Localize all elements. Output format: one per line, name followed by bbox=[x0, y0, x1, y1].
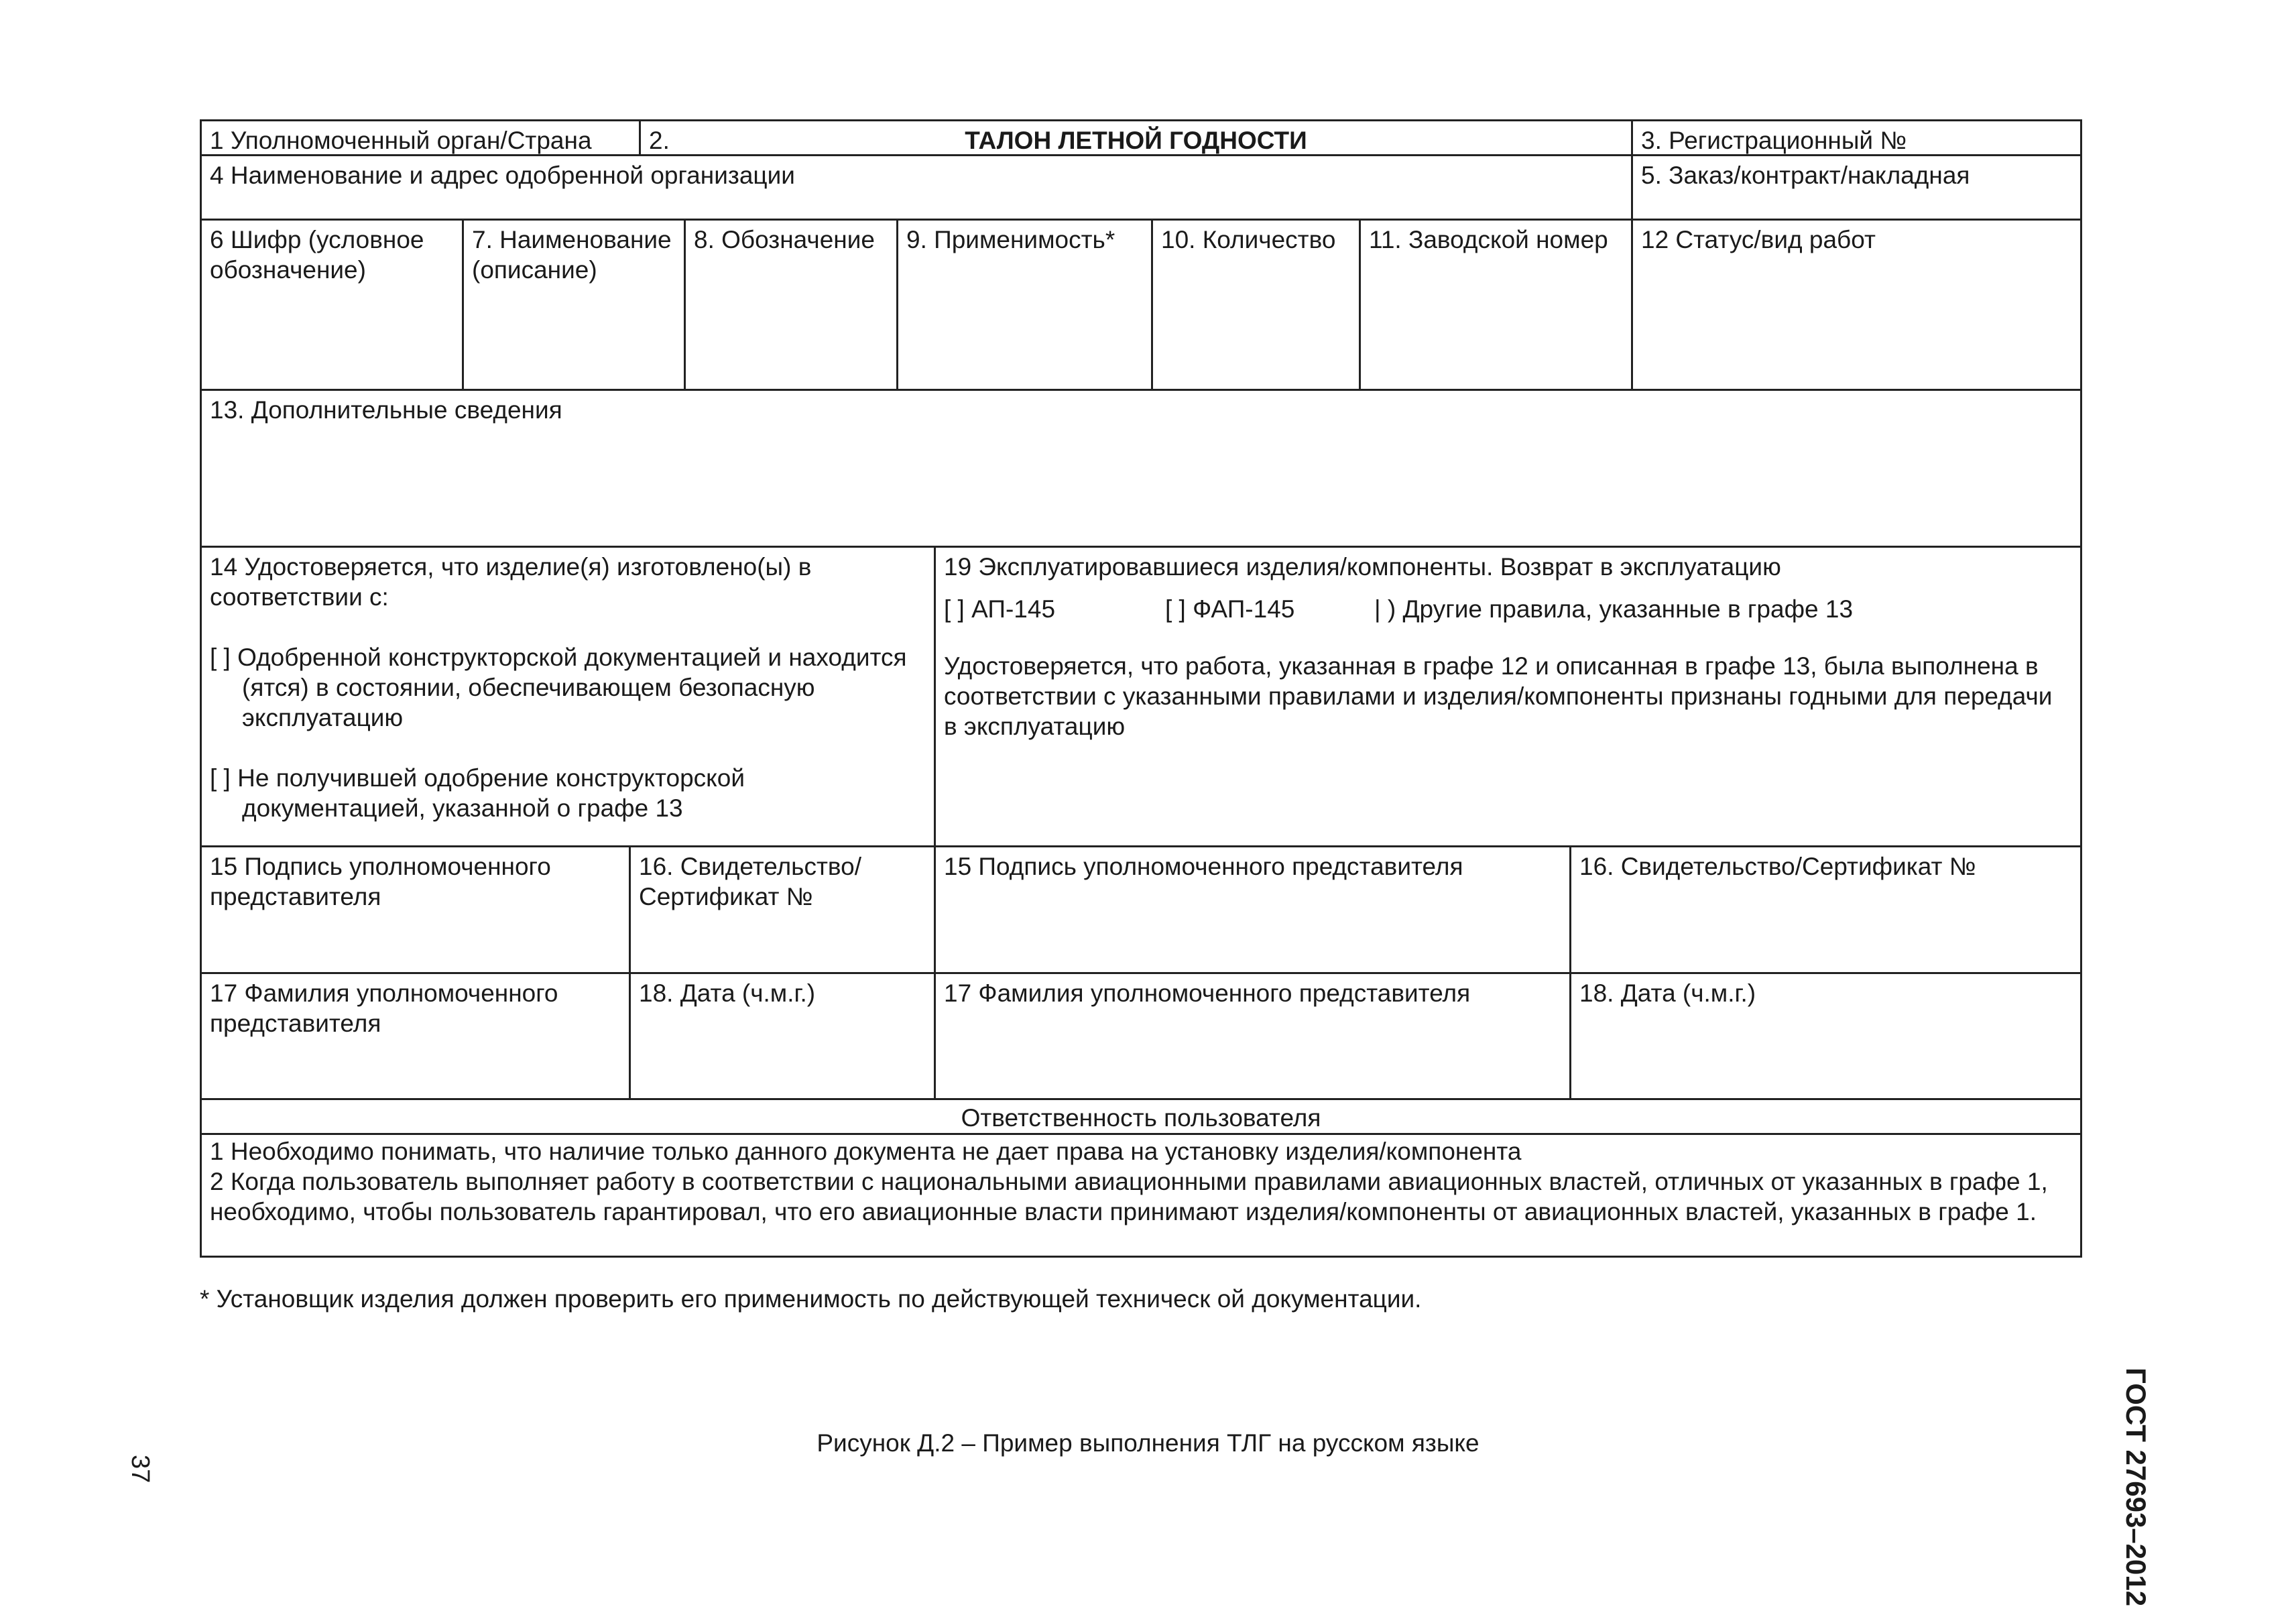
field-9-label: 9. Применимость* bbox=[906, 226, 1115, 253]
field-9-applicability bbox=[898, 221, 1153, 391]
field-10-quantity bbox=[1153, 221, 1361, 391]
field-17-name-left bbox=[202, 974, 631, 1100]
responsibility-item-2: 2 Когда пользователь выполняет работу в соответствии с национальными авиационными правилами авиационных властей, отличных от указанных в графе 1, необходимо, чтобы пользователь гарантировал, что его авиационные власти принимают изделия/компоненты от авиационных властей, указанных в графе 1. bbox=[210, 1168, 2048, 1225]
field-6-label: 6 Шифр (условное обозначение) bbox=[210, 226, 424, 284]
field-10-label: 10. Количество bbox=[1161, 226, 1336, 253]
field-3-registration bbox=[1633, 121, 2080, 156]
field-15-signature-right bbox=[936, 847, 1571, 974]
field-19-return-to-service bbox=[936, 548, 2080, 847]
user-responsibility-header bbox=[202, 1100, 2080, 1135]
field-19-options bbox=[944, 594, 2072, 624]
option-ap145: [ ] АП-145 bbox=[944, 595, 1056, 623]
field-6-code bbox=[202, 221, 464, 391]
field-13-label: 13. Дополнительные сведения bbox=[210, 396, 562, 424]
option-fap145: [ ] ФАП-145 bbox=[1165, 595, 1295, 623]
field-16-label: 16. Свидетельство/Сертификат № bbox=[1579, 853, 1976, 880]
field-15-label: 15 Подпись уполномоченного представителя bbox=[210, 853, 551, 910]
field-2-title bbox=[641, 121, 1633, 156]
form-title: ТАЛОН ЛЕТНОЙ ГОДНОСТИ bbox=[965, 127, 1307, 154]
field-3-label: 3. Регистрационный № bbox=[1641, 127, 1907, 154]
field-8-designation bbox=[686, 221, 898, 391]
airworthiness-form bbox=[200, 119, 2082, 1258]
standard-label: ГОСТ 27693–2012 bbox=[2120, 1368, 2152, 1607]
field-17-name-right bbox=[936, 974, 1571, 1100]
figure-caption: Рисунок Д.2 – Пример выполнения ТЛГ на русском языке bbox=[817, 1429, 1479, 1457]
option-other-rules: | ) Другие правила, указанные в графе 13 bbox=[1374, 595, 1854, 623]
field-18-date-left bbox=[631, 974, 936, 1100]
field-12-label: 12 Статус/вид работ bbox=[1641, 226, 1876, 253]
field-14-option-approved: [ ] Одобренной конструкторской документацией и находится (ятся) в состоянии, обеспечивающем безопасную эксплуатацию bbox=[210, 644, 907, 731]
field-16-label: 16. Свидетельство/ Сертификат № bbox=[639, 853, 861, 910]
field-18-label: 18. Дата (ч.м.г.) bbox=[1579, 979, 1756, 1007]
field-18-label: 18. Дата (ч.м.г.) bbox=[639, 979, 816, 1007]
field-14-intro: 14 Удостоверяется, что изделие(я) изготовлено(ы) в соответствии с: bbox=[210, 553, 812, 611]
field-7-label: 7. Наименование (описание) bbox=[472, 226, 672, 284]
field-11-label: 11. Заводской номер bbox=[1369, 226, 1608, 253]
responsibility-item-1: 1 Необходимо понимать, что наличие только данного документа не дает права на установку изделия/компонента bbox=[210, 1138, 1522, 1165]
field-15-signature-left bbox=[202, 847, 631, 974]
field-19-statement: Удостоверяется, что работа, указанная в графе 12 и описанная в графе 13, была выполнена в соответствии с указанными правилами и изделия/компоненты признаны годными для передачи в эксплуатацию bbox=[944, 652, 2053, 740]
field-12-status bbox=[1633, 221, 2080, 391]
field-19-title: 19 Эксплуатировавшиеся изделия/компоненты. Возврат в эксплуатацию bbox=[944, 553, 1781, 581]
field-14-certification bbox=[202, 548, 936, 847]
page-number: 37 bbox=[126, 1455, 154, 1484]
field-5-order bbox=[1633, 156, 2080, 221]
footnote: * Установщик изделия должен проверить его применимость по действующей техническ ой документации. bbox=[200, 1285, 1422, 1313]
field-2-number: 2. bbox=[649, 127, 670, 154]
field-15-label: 15 Подпись уполномоченного представителя bbox=[944, 853, 1463, 880]
field-17-label: 17 Фамилия уполномоченного представителя bbox=[210, 979, 558, 1037]
field-16-certificate-left bbox=[631, 847, 936, 974]
field-4-label: 4 Наименование и адрес одобренной организации bbox=[210, 162, 795, 189]
field-11-serial bbox=[1361, 221, 1633, 391]
field-14-option-unapproved: [ ] Не получившей одобрение конструкторской документацией, указанной о графе 13 bbox=[210, 764, 745, 822]
user-responsibility-title: Ответственность пользователя bbox=[961, 1104, 1321, 1132]
user-responsibility-text bbox=[202, 1135, 2080, 1256]
field-7-name bbox=[464, 221, 686, 391]
field-17-label: 17 Фамилия уполномоченного представителя bbox=[944, 979, 1471, 1007]
field-8-label: 8. Обозначение bbox=[694, 226, 875, 253]
field-1-label: 1 Уполномоченный орган/Страна bbox=[210, 127, 592, 154]
field-18-date-right bbox=[1571, 974, 2080, 1100]
field-1-authority bbox=[202, 121, 641, 156]
field-5-label: 5. Заказ/контракт/накладная bbox=[1641, 162, 1970, 189]
field-4-organization bbox=[202, 156, 1633, 221]
field-13-remarks bbox=[202, 391, 2080, 548]
field-16-certificate-right bbox=[1571, 847, 2080, 974]
